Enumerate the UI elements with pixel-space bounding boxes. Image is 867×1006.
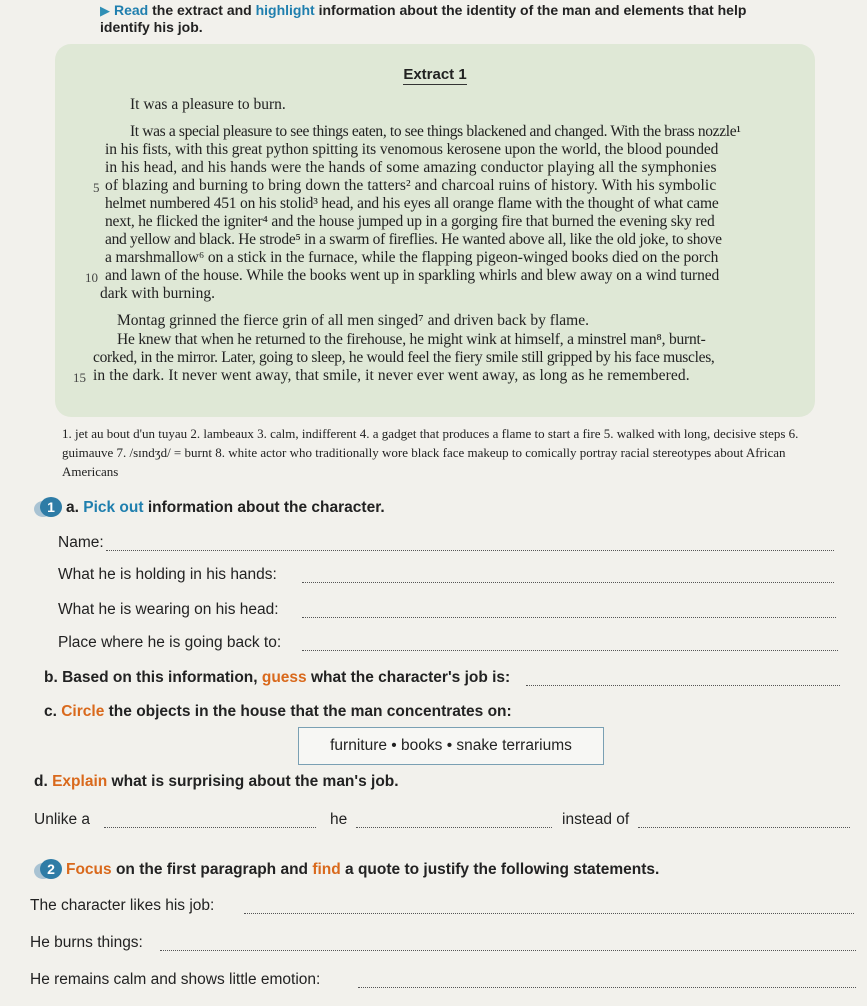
extract-line: helmet numbered 451 on his stolid³ head, and his eyes all orange flame with the thought of what came [105, 195, 719, 212]
answer-line[interactable] [302, 581, 834, 583]
extract-line: He knew that when he returned to the firehouse, he might wink at himself, a minstrel man⁸, burnt- [117, 331, 706, 348]
extract-line: Montag grinned the fierce grin of all men singed⁷ and driven back by flame. [117, 312, 589, 329]
answer-line[interactable] [526, 684, 840, 686]
extract-line: corked, in the mirror. Later, going to sleep, he would feel the fiery smile still gripped by his face muscles, [93, 349, 715, 366]
answer-line[interactable] [358, 986, 856, 988]
side-copyright-text [0, 699, 1, 770]
line-number-10: 10 [85, 270, 98, 285]
extract-title: Extract 1 [403, 66, 467, 83]
exercise-2-badge: 2 [40, 859, 62, 879]
he-label: he [330, 811, 348, 828]
extract-line: dark with burning. [100, 285, 215, 302]
statement-label: The character likes his job: [30, 897, 215, 914]
instead-label: instead of [562, 811, 630, 828]
line-number-15: 15 [73, 370, 86, 385]
field-label: Name: [58, 534, 104, 551]
field-label: What he is wearing on his head: [58, 601, 279, 618]
answer-line[interactable] [638, 826, 850, 828]
statement-label: He burns things: [30, 934, 143, 951]
footnotes: 1. jet au bout d'un tuyau 2. lambeaux 3. calm, indifferent 4. a gadget that produces a flame to start a fire 5. walked with long, decisive steps 6. guimauve 7. /sɪndʒd/ = burnt 8. white actor who traditionally wore black face makeup to comically portray racial stereotypes about African Americans [62, 426, 799, 479]
extract-line: and lawn of the house. While the books went up in sparkling whirls and blew away on a wind turned [105, 267, 720, 284]
instruction: ▶ Read the extract and highlight information about the identity of the man and elements that help identify his job. [100, 2, 747, 35]
options-box[interactable]: furniture • books • snake terrariums [298, 727, 604, 765]
exercise-1-d: d. Explain what is surprising about the man's job. [34, 773, 399, 790]
answer-line[interactable] [302, 616, 836, 618]
answer-line[interactable] [160, 949, 856, 951]
answer-line[interactable] [106, 549, 834, 551]
triangle-icon: ▶ [100, 3, 110, 18]
extract-line: It was a special pleasure to see things eaten, to see things blackened and changed. With the brass nozzle¹ [130, 123, 741, 140]
statement-label: He remains calm and shows little emotion: [30, 971, 321, 988]
unlike-label: Unlike a [34, 811, 90, 828]
extract-box [55, 44, 815, 417]
exercise-1-c: c. Circle the objects in the house that the man concentrates on: [44, 703, 512, 720]
exercise-1-badge: 1 [40, 497, 62, 517]
extract-line: It was a pleasure to burn. [130, 96, 286, 113]
instruction-verb: Read [114, 2, 149, 18]
answer-line[interactable] [302, 649, 838, 651]
extract-line: and yellow and black. He strode⁵ in a swarm of fireflies. He wanted above all, like the old joke, to shove [105, 231, 722, 248]
extract-line: next, he flicked the igniter⁴ and the house jumped up in a gorging fire that burned the evening sky red [105, 213, 715, 230]
extract-line: of blazing and burning to bring down the tatters² and charcoal ruins of history. With his symbolic [105, 177, 717, 194]
exercise-2: 2 Focus on the first paragraph and find a quote to justify the following statements. [40, 859, 659, 879]
exercise-1-b: b. Based on this information, guess what the character's job is: [44, 669, 511, 686]
field-label: What he is holding in his hands: [58, 566, 277, 583]
extract-line: in his fists, with this great python spitting its venomous kerosene upon the world, the blood pounded [105, 141, 719, 158]
extract-line: in the dark. It never went away, that smile, it never ever went away, as long as he remembered. [93, 367, 690, 384]
extract-line: a marshmallow⁶ on a stick in the furnace, while the flapping pigeon-winged books died on the porch [105, 249, 719, 266]
answer-line[interactable] [244, 912, 854, 914]
field-label: Place where he is going back to: [58, 634, 282, 651]
line-number-5: 5 [93, 180, 100, 195]
answer-line[interactable] [356, 826, 552, 828]
exercise-1-a: 1 a. Pick out information about the character. [40, 497, 385, 517]
answer-line[interactable] [104, 826, 316, 828]
extract-line: in his head, and his hands were the hands of some amazing conductor playing all the symphonies [105, 159, 717, 176]
